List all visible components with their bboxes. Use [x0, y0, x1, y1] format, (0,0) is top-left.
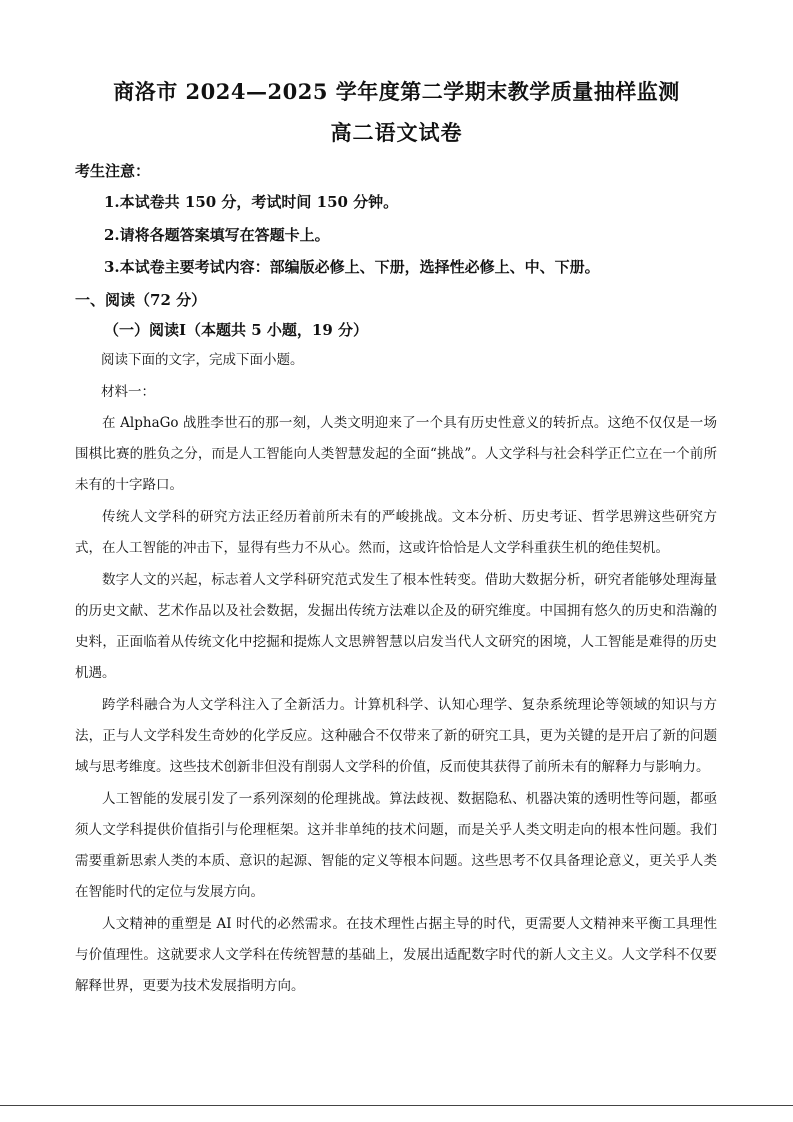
- subsection-heading: （一）阅读Ⅰ（本题共 5 小题，19 分）: [104, 321, 368, 339]
- section-heading: 一、阅读（72 分）: [75, 291, 207, 309]
- passage-paragraph: 人文精神的重塑是 AI 时代的必然需求。在技术理性占据主导的时代，更需要人文精神来平衡工具理性与价值理性。这就要求人文学科在传统智慧的基础上，发展出适配数字时代的新人文主义。人文学科不仅要解释世界，更要为技术发展指明方向。: [75, 916, 717, 994]
- notice-heading: 考生注意：: [75, 162, 151, 180]
- page-bottom-divider: [0, 1105, 793, 1106]
- passage-paragraph: 在 AlphaGo 战胜李世石的那一刻，人类文明迎来了一个具有历史性意义的转折点。这绝不仅仅是一场围棋比赛的胜负之分，而是人工智能向人类智慧发起的全面“挑战”。人文学科与社会科学正伫立在一个前所未有的十字路口。: [75, 415, 717, 493]
- exam-title: 商洛市 2024—2025 学年度第二学期末教学质量抽样监测: [113, 79, 680, 104]
- passage-paragraph: 人工智能的发展引发了一系列深刻的伦理挑战。算法歧视、数据隐私、机器决策的透明性等问题，都亟须人文学科提供价值指引与伦理框架。这并非单纯的技术问题，而是关乎人类文明走向的根本性问题。我们需要重新思索人类的本质、意识的起源、智能的定义等根本问题。这些思考不仅具备理论意义，更关乎人类在智能时代的定位与发展方向。: [75, 791, 717, 900]
- passage-paragraph: 跨学科融合为人文学科注入了全新活力。计算机科学、认知心理学、复杂系统理论等领域的知识与方法，正与人文学科发生奇妙的化学反应。这种融合不仅带来了新的研究工具，更为关键的是开启了新的问题域与思考维度。这些技术创新非但没有削弱人文学科的价值，反而使其获得了前所未有的解释力与影响力。: [75, 697, 717, 775]
- reading-instruction: 阅读下面的文字，完成下面小题。: [101, 352, 304, 368]
- exam-subtitle: 高二语文试卷: [330, 120, 463, 145]
- material-label: 材料一：: [101, 384, 155, 400]
- reading-passage: [75, 408, 717, 1003]
- passage-paragraph: 数字人文的兴起，标志着人文学科研究范式发生了根本性转变。借助大数据分析，研究者能够处理海量的历史文献、艺术作品以及社会数据，发掘出传统方法难以企及的研究维度。中国拥有悠久的历史和浩瀚的史料，正面临着从传统文化中挖掘和提炼人文思辨智慧以启发当代人文研究的困境，人工智能是难得的历史机遇。: [75, 572, 717, 681]
- notice-item-1: 1.本试卷共 150 分，考试时间 150 分钟。: [104, 193, 399, 211]
- notice-item-2: 2.请将各题答案填写在答题卡上。: [104, 226, 330, 244]
- notice-item-3: 3.本试卷主要考试内容：部编版必修上、下册，选择性必修上、中、下册。: [104, 258, 600, 276]
- passage-paragraph: 传统人文学科的研究方法正经历着前所未有的严峻挑战。文本分析、历史考证、哲学思辨这些研究方式，在人工智能的冲击下，显得有些力不从心。然而，这或许恰恰是人文学科重获生机的绝佳契机。: [75, 509, 717, 556]
